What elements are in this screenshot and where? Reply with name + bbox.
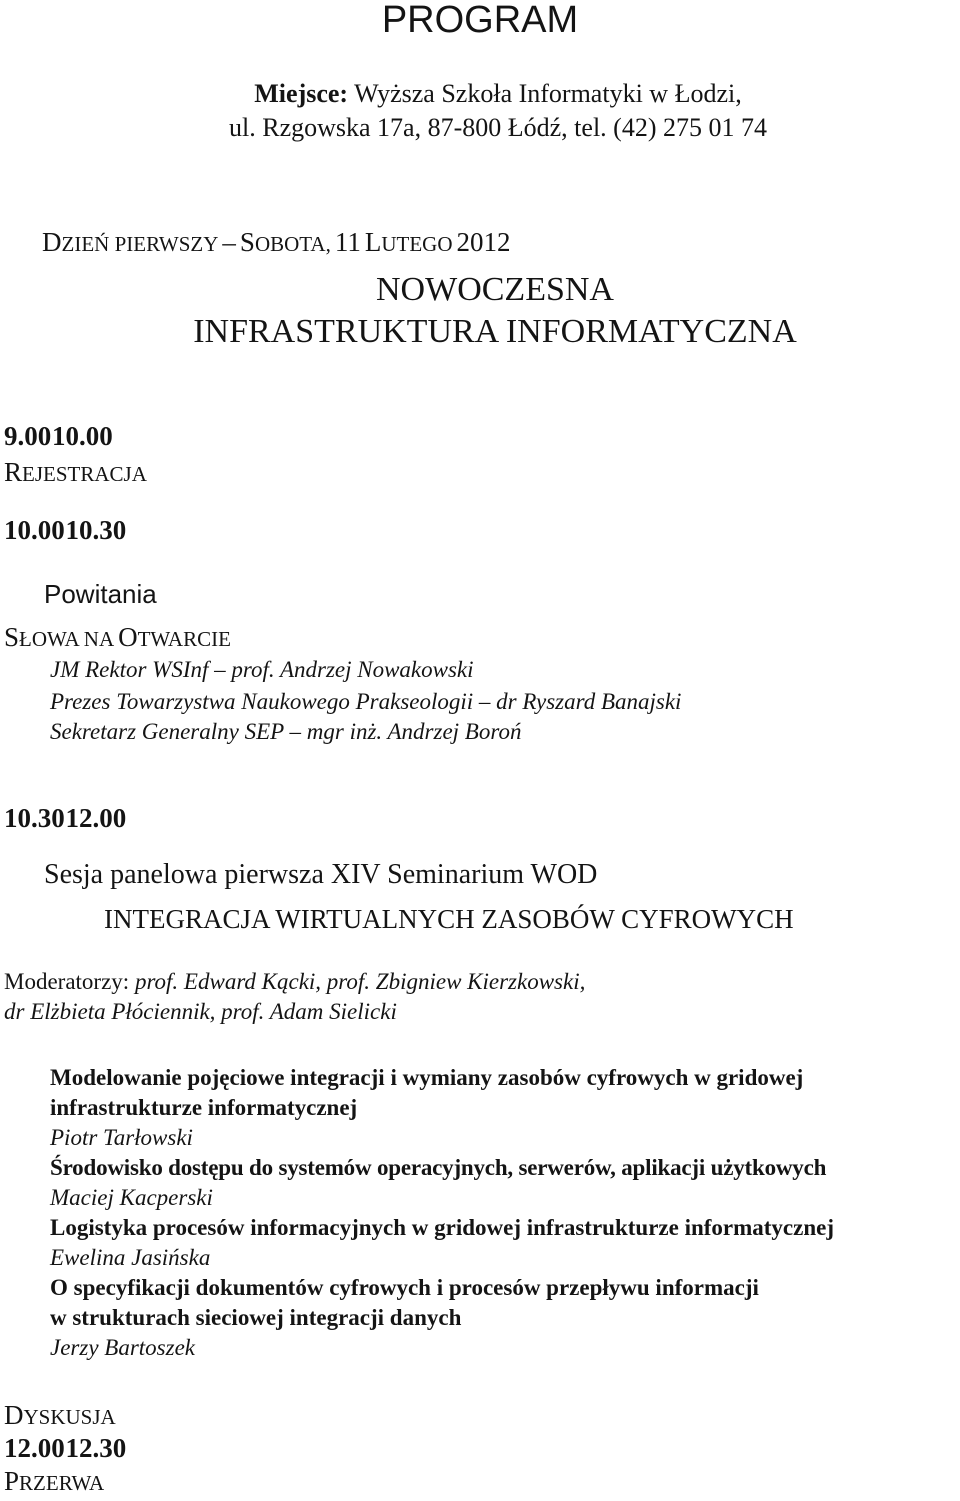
session-heading: Sesja panelowa pierwsza XIV Seminarium WOD [44, 859, 598, 890]
session-title: INTEGRACJA WIRTUALNYCH ZASOBÓW CYFROWYCH [104, 904, 794, 934]
slot-label-break: PRZERWA [4, 1466, 105, 1496]
talk-3-author: Ewelina Jasińska [50, 1245, 211, 1270]
speaker-2: Prezes Towarzystwa Naukowego Prakseologii – dr Ryszard Banajski [50, 689, 682, 714]
talk-4-author: Jerzy Bartoszek [50, 1335, 195, 1360]
venue-label: Miejsce: [254, 79, 349, 108]
welcome-heading: Powitania [44, 579, 157, 609]
slot-time-2: 10.00 10.30 [4, 515, 127, 545]
venue-name: Wyższa Szkoła Informatyki w Łodzi, [354, 79, 742, 108]
theme-line-2: INFRASTRUKTURA INFORMATYCZNA [193, 313, 797, 350]
slot-label-registration: REJESTRACJA [4, 457, 147, 487]
moderators-line-1: Moderatorzy: prof. Edward Kącki, prof. Zbigniew Kierzkowski, [4, 969, 586, 994]
venue-line [0, 78, 960, 110]
talk-1-author: Piotr Tarłowski [50, 1125, 193, 1150]
opening-words-heading: SŁOWA NA OTWARCIE [4, 622, 231, 652]
slot-time-1: 9.00 10.00 [4, 421, 113, 451]
talk-3-title: Logistyka procesów informacyjnych w gridowej infrastrukturze informatycznej [50, 1215, 835, 1240]
talk-1-title-line-1: Modelowanie pojęciowe integracji i wymiany zasobów cyfrowych w gridowej [50, 1065, 804, 1090]
discussion-label: DYSKUSJA [4, 1400, 116, 1430]
page-title: PROGRAM [381, 0, 579, 41]
day-heading: DZIEŃ PIERWSZY – SOBOTA, 11 LUTEGO 2012 [42, 227, 511, 257]
speaker-1: JM Rektor WSInf – prof. Andrzej Nowakowski [50, 657, 474, 682]
speaker-3: Sekretarz Generalny SEP – mgr inż. Andrzej Boroń [50, 719, 522, 744]
talk-4-title-line-1: O specyfikacji dokumentów cyfrowych i procesów przepływu informacji [50, 1275, 759, 1300]
slot-time-3: 10.30 12.00 [4, 803, 127, 833]
slot-time-4: 12.00 12.30 [4, 1433, 127, 1463]
venue-address: ul. Rzgowska 17a, 87-800 Łódź, tel. (42) 275 01 74 [229, 113, 767, 142]
talk-2-title: Środowisko dostępu do systemów operacyjnych, serwerów, aplikacji użytkowych [50, 1155, 827, 1180]
talk-2-author: Maciej Kacperski [50, 1185, 213, 1210]
talk-1-title-line-2: infrastrukturze informatycznej [50, 1095, 358, 1120]
theme-line-1: NOWOCZESNA [376, 271, 614, 308]
talk-4-title-line-2: w strukturach sieciowej integracji danych [50, 1305, 462, 1330]
moderators-line-2: dr Elżbieta Płóciennik, prof. Adam Sielicki [4, 999, 397, 1024]
